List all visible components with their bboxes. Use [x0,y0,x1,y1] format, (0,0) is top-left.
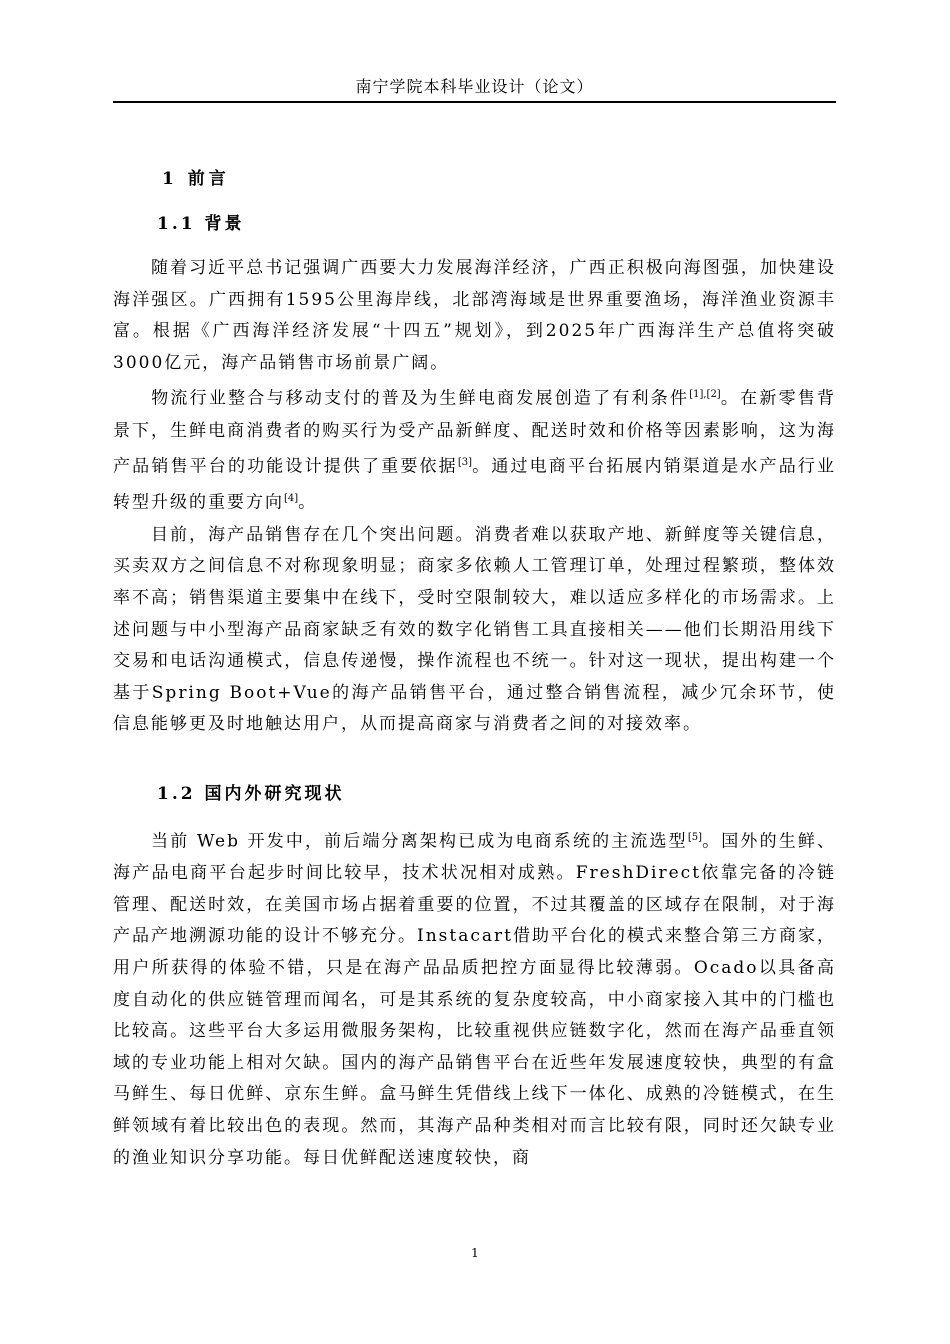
citation: [5] [687,832,702,843]
section-heading-1-1: 1.1 背景 [157,214,245,234]
page-number: 1 [471,1246,479,1260]
citation: [4] [284,493,299,505]
header-rule [113,101,836,103]
research-status-body [113,822,836,1174]
background-body [113,253,836,741]
section-heading-1: 1 前言 [162,169,230,189]
paragraph-2: 物流行业整合与移动支付的普及为生鲜电商发展创造了有利条件[1],[2]。在新零售背景下，生鲜电商消费者的购买行为受产品新鲜度、配送时效和价格等因素影响，这为海产品销售平台的功能设计提供了重要依据[3]。通过电商平台拓展内销渠道是水产品行业转型升级的重要方向[4]。 [113,389,837,514]
paragraph-1: 随着习近平总书记强调广西要大力发展海洋经济，广西正积极向海图强，加快建设海洋强区。广西拥有1595公里海岸线，北部湾海域是世界重要渔场，海洋渔业资源丰富。根据《广西海洋经济发展“十四五”规划》，到2025年广西海洋生产总值将突破3000亿元，海产品销售市场前景广阔。 [113,258,836,373]
paragraph-4: 当前 Web 开发中，前后端分离架构已成为电商系统的主流选型[5]。国外的生鲜、海产品电商平台起步时间比较早，技术状况相对成熟。FreshDirect依靠完备的冷链管理、配送时效，在美国市场占据着重要的位置，不过其覆盖的区域存在限制，对于海产品产地溯源功能的设计不够充分。Instacart借助平台化的模式来整合第三方商家，用户所获得的体验不错，只是在海产品品质把控方面显得比较薄弱。Ocado以具备高度自动化的供应链管理而闻名，可是其系统的复杂度较高，中小商家接入其中的门槛也比较高。这些平台大多运用微服务架构，比较重视供应链数字化，然而在海产品垂直领域的专业功能上相对欠缺。国内的海产品销售平台在近些年发展速度较快，典型的有盒马鲜生、每日优鲜、京东生鲜。盒马鲜生凭借线上线下一体化、成熟的冷链模式，在生鲜领域有着比较出色的表现。然而，其海产品种类相对而言比较有限，同时还欠缺专业的渔业知识分享功能。每日优鲜配送速度较快，商 [113,831,836,1168]
running-header: 南宁学院本科毕业设计（论文） [355,77,594,96]
citation: [3] [457,457,473,469]
section-heading-1-2: 1.2 国内外研究现状 [157,784,345,804]
citation: [1],[2] [689,389,721,401]
paragraph-3: 目前，海产品销售存在几个突出问题。消费者难以获取产地、新鲜度等关键信息，买卖双方之间信息不对称现象明显；商家多依赖人工管理订单，处理过程繁琐，整体效率不高；销售渠道主要集中在线下，受时空限制较大，难以适应多样化的市场需求。上述问题与中小型海产品商家缺乏有效的数字化销售工具直接相关——他们长期沿用线下交易和电话沟通模式，信息传递慢，操作流程也不统一。针对这一现状，提出构建一个基于Spring Boot+Vue的海产品销售平台，通过整合销售流程，减少冗余环节，使信息能够更及时地触达用户，从而提高商家与消费者之间的对接效率。 [113,524,836,735]
